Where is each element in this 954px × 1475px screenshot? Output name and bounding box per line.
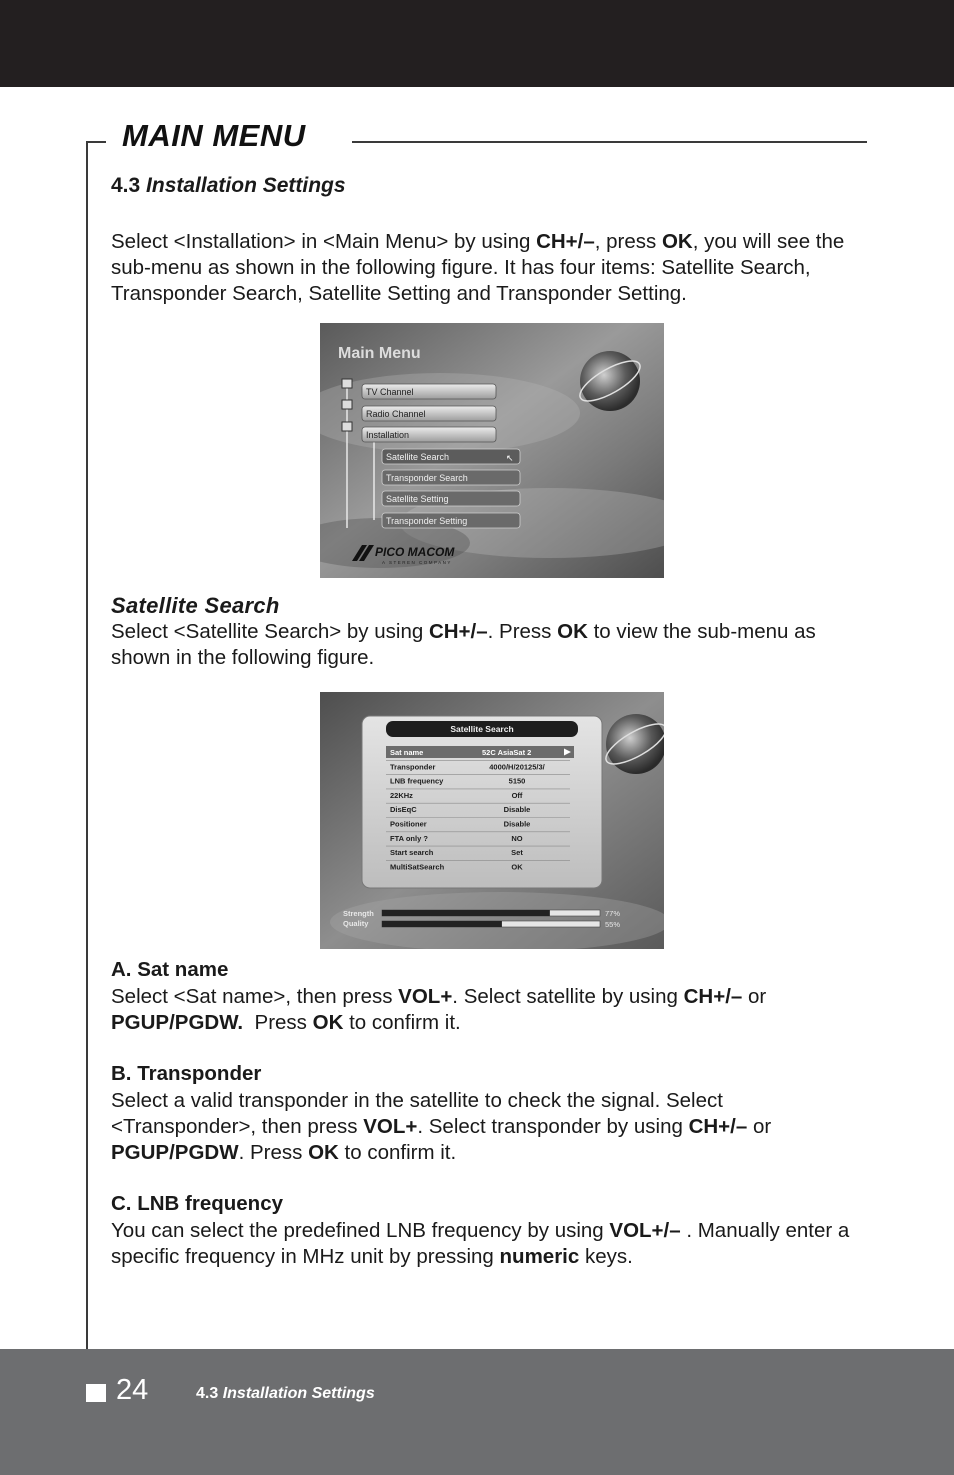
quality-value: 55% (605, 920, 621, 929)
intro-text: Select <Installation> in <Main Menu> by using (111, 230, 537, 253)
quality-label: Quality (343, 919, 369, 928)
transponder-paragraph (111, 1088, 871, 1166)
satellite-search-heading: Satellite Search (111, 593, 280, 618)
intro-text: , you will see the sub-menu as shown in the following figure. It has four items: Satellite Search, Transponder Search, Satellite Setting and Transponder Setting. (111, 230, 845, 305)
body-text: . Manually enter a specific frequency in MHz unit by pressing (111, 1219, 850, 1268)
submenu-transponder-search[interactable] (382, 470, 520, 485)
body-text: Select a valid transponder in the satellite to check the signal. Select <Transponder>, then press (111, 1089, 723, 1138)
key-pgup-pgdw: PGUP/PGDW (111, 1141, 239, 1164)
menu-item-installation[interactable] (362, 427, 496, 442)
row-label: FTA only ? (390, 833, 428, 843)
body-text: You can select the predefined LNB frequency by using (111, 1219, 610, 1242)
body-text: keys. (579, 1245, 633, 1268)
key-ok: OK (557, 620, 588, 643)
page-title: MAIN MENU (122, 118, 306, 153)
key-ch: CH+/– (688, 1115, 748, 1138)
row-label: Start search (390, 848, 434, 858)
key-vol-plus: VOL+ (398, 985, 453, 1008)
menu-item-tv-channel[interactable] (362, 384, 496, 399)
body-text: Press (243, 1011, 313, 1034)
body-text: . Press (238, 1141, 309, 1164)
key-ok: OK (308, 1141, 339, 1164)
footer-section-number: 4.3 (196, 1385, 219, 1402)
intro-paragraph (111, 229, 871, 307)
row-label: 22KHz (390, 790, 413, 800)
row-label: MultiSatSearch (390, 862, 445, 872)
svg-text:Transponder Search: Transponder Search (386, 473, 468, 483)
body-text: Select <Sat name>, then press (111, 985, 399, 1008)
body-text: to view the sub-menu as shown in the following figure. (111, 620, 816, 669)
body-text: . Select transponder by using (417, 1115, 689, 1138)
title-rule-left (86, 141, 106, 143)
row-value: Disable (503, 819, 531, 829)
key-vol: VOL+/– (609, 1219, 681, 1242)
body-text: or (742, 985, 767, 1008)
strength-bar-fill (382, 910, 550, 916)
menu-item-radio-channel[interactable] (362, 406, 496, 421)
panel-title-bar (386, 721, 578, 737)
satellite-search-screenshot (320, 692, 664, 949)
row-value: Off (511, 790, 523, 800)
fig1-title: Main Menu (338, 345, 421, 362)
section-number: 4.3 (111, 174, 141, 197)
section-name: Installation Settings (146, 174, 346, 197)
body-text: to confirm it. (343, 1011, 461, 1034)
main-menu-screenshot (320, 323, 664, 578)
key-ch: CH+/– (428, 620, 488, 643)
page-number: 24 (116, 1374, 149, 1406)
key-ch: CH+/– (536, 230, 595, 253)
row-value: Disable (503, 805, 531, 815)
quality-bar-fill (382, 921, 502, 927)
svg-text:A STEREN COMPANY: A STEREN COMPANY (382, 560, 452, 565)
row-value: Set (511, 848, 523, 858)
svg-text:TV Channel: TV Channel (366, 387, 414, 397)
title-rule-right (352, 141, 867, 143)
row-value: 5150 (508, 776, 526, 786)
body-text: . Press (487, 620, 558, 643)
section-title (111, 174, 346, 198)
transponder-heading: B. Transponder (111, 1062, 262, 1085)
left-margin-rule (86, 141, 88, 1351)
submenu-transponder-setting[interactable] (382, 513, 520, 528)
footer-section-label (196, 1385, 375, 1403)
sat-name-paragraph (111, 984, 871, 1036)
svg-text:Installation: Installation (366, 430, 410, 440)
page-footer (0, 1349, 954, 1475)
svg-text:Satellite Setting: Satellite Setting (386, 494, 449, 504)
svg-text:Radio Channel: Radio Channel (366, 409, 426, 419)
svg-text:PICO MACOM: PICO MACOM (375, 545, 455, 559)
settings-row-selected[interactable] (386, 746, 574, 758)
row-label: DisEqC (390, 805, 417, 815)
row-value: 4000/H/20125/3/ (489, 762, 545, 772)
cursor-arrow-icon: ↖ (506, 454, 514, 464)
fig2-title: Satellite Search (450, 724, 514, 734)
submenu-satellite-search[interactable] (382, 449, 520, 464)
key-ok: OK (312, 1011, 344, 1034)
key-ch: CH+/– (683, 985, 743, 1008)
key-numeric: numeric (499, 1245, 580, 1268)
body-text: Select <Satellite Search> by using (111, 620, 429, 643)
footer-square-marker (86, 1384, 106, 1402)
lnb-frequency-heading: C. LNB frequency (111, 1192, 283, 1215)
row-label: Transponder (390, 762, 436, 772)
satellite-search-paragraph (111, 619, 871, 671)
row-value: NO (511, 833, 523, 843)
body-text: . Select satellite by using (452, 985, 684, 1008)
intro-text: , press (594, 230, 662, 253)
row-label: Sat name (390, 748, 424, 757)
sat-name-heading: A. Sat name (111, 958, 229, 981)
top-header-bar (0, 0, 954, 87)
footer-section-name: Installation Settings (222, 1385, 375, 1402)
row-value: 52C AsiaSat 2 (482, 748, 532, 757)
lnb-frequency-paragraph (111, 1218, 871, 1270)
svg-text:Satellite Search: Satellite Search (386, 452, 450, 462)
submenu-satellite-setting[interactable] (382, 491, 520, 506)
svg-text:Transponder Setting: Transponder Setting (386, 516, 468, 526)
row-label: LNB frequency (390, 776, 444, 786)
key-ok: OK (661, 230, 693, 253)
row-label: Positioner (390, 819, 427, 829)
key-vol-plus: VOL+ (363, 1115, 418, 1138)
strength-label: Strength (343, 909, 374, 918)
body-text: or (747, 1115, 772, 1138)
body-text: to confirm it. (338, 1141, 457, 1164)
strength-value: 77% (605, 909, 621, 918)
key-pgup-pgdw: PGUP/PGDW. (111, 1011, 244, 1034)
row-value: OK (511, 862, 523, 872)
